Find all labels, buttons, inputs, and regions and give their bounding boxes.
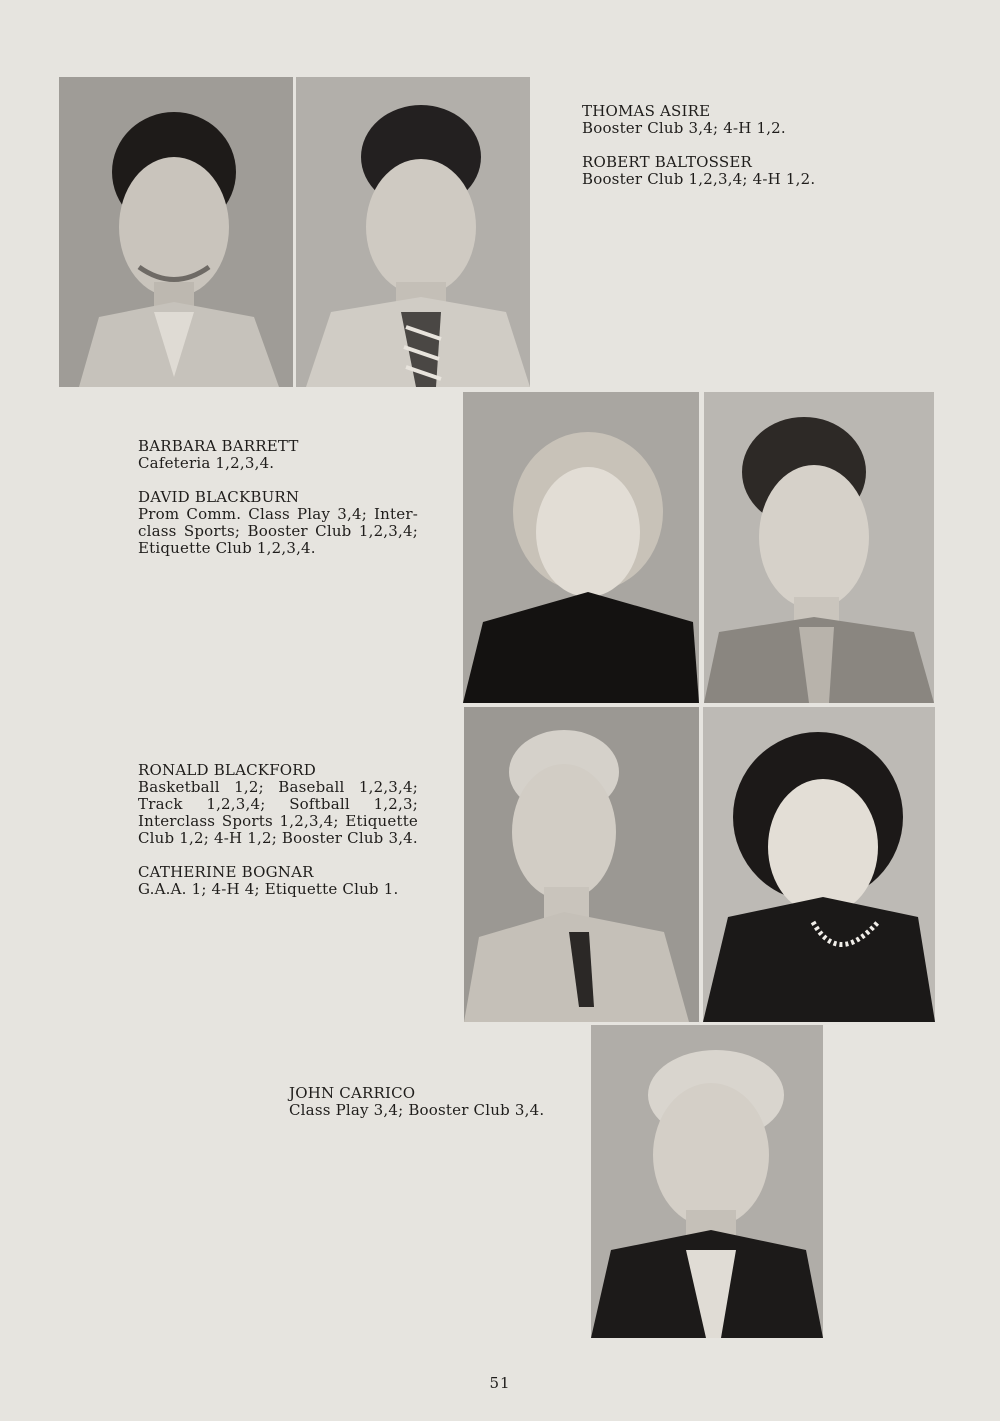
entry-john-carrico — [289, 1085, 579, 1119]
portrait-robert-baltosser — [296, 77, 530, 387]
student-name: CATHERINE BOGNAR — [138, 863, 314, 881]
entry-david-blackburn — [138, 489, 418, 557]
student-activities: Prom Comm. Class Play 3,4; Inter-class Sports; Booster Club 1,2,3,4; Etiquette Club 1,2,3,4. — [138, 505, 418, 557]
entry-barbara-barrett — [138, 438, 418, 472]
student-activities: Booster Club 3,4; 4-H 1,2. — [582, 119, 786, 137]
portrait-ronald-blackford — [464, 707, 699, 1022]
caption-group-2 — [138, 438, 418, 557]
student-activities: Booster Club 1,2,3,4; 4-H 1,2. — [582, 170, 816, 188]
student-activities: Class Play 3,4; Booster Club 3,4. — [289, 1101, 545, 1119]
page-number: 51 — [489, 1374, 511, 1392]
entry-catherine-bognar — [138, 864, 418, 898]
student-name: THOMAS ASIRE — [582, 102, 711, 120]
student-name: RONALD BLACKFORD — [138, 761, 317, 779]
portrait-john-carrico — [591, 1025, 823, 1338]
portrait-barbara-barrett — [463, 392, 699, 703]
portrait-thomas-asire — [59, 77, 293, 387]
entry-robert-baltosser — [582, 154, 832, 188]
entry-ronald-blackford — [138, 762, 418, 847]
student-name: ROBERT BALTOSSER — [582, 153, 752, 171]
student-activities: Basketball 1,2; Baseball 1,2,3,4; Track 1,2,3,4; Softball 1,2,3; Interclass Sports 1,2,3,4; Etiquette Club 1,2; 4-H 1,2; Booster Club 3,4. — [138, 778, 418, 847]
caption-group-3 — [138, 762, 418, 898]
student-name: BARBARA BARRETT — [138, 437, 299, 455]
student-activities: Cafeteria 1,2,3,4. — [138, 454, 275, 472]
student-name: DAVID BLACKBURN — [138, 488, 300, 506]
caption-group-1 — [582, 103, 832, 188]
portrait-catherine-bognar — [703, 707, 935, 1022]
portrait-david-blackburn — [704, 392, 934, 703]
caption-group-4 — [289, 1085, 579, 1119]
student-name: JOHN CARRICO — [289, 1084, 416, 1102]
student-activities: G.A.A. 1; 4-H 4; Etiquette Club 1. — [138, 880, 399, 898]
entry-thomas-asire — [582, 103, 832, 137]
